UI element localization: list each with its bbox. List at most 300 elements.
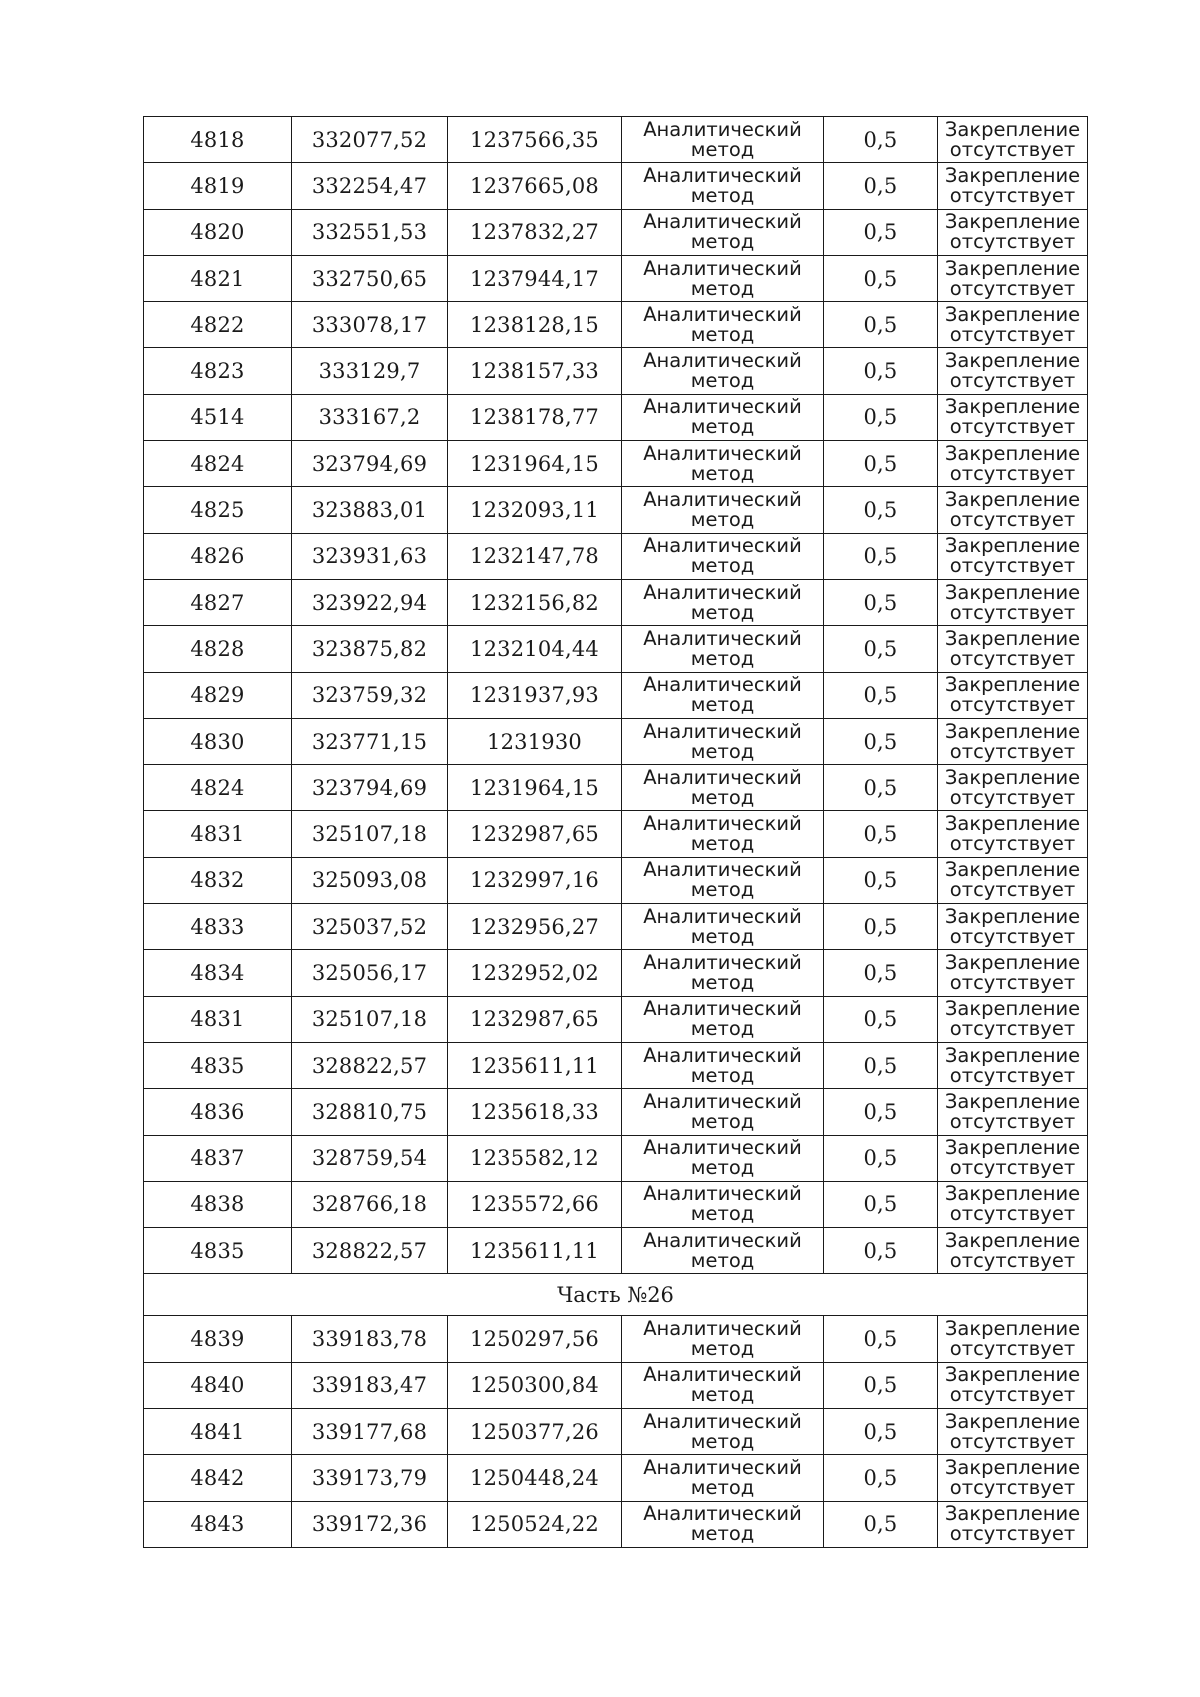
method-line-2: метод: [690, 646, 755, 670]
method-cell: [622, 209, 824, 255]
method-cell: [622, 302, 824, 348]
method-line-1: Аналитический: [643, 1089, 802, 1113]
fixation-line-1: Закрепление: [944, 349, 1081, 373]
fixation-line-1: Закрепление: [944, 1317, 1081, 1341]
y-coordinate-cell: 1250377,26: [448, 1409, 622, 1455]
method-line-2: метод: [690, 1202, 755, 1226]
method-line-1: Аналитический: [643, 488, 802, 512]
point-number-cell: 4833: [144, 904, 292, 950]
fixation-cell: [938, 1228, 1088, 1274]
method-cell: [622, 996, 824, 1042]
y-coordinate-cell: 1237832,27: [448, 209, 622, 255]
point-number-cell: 4819: [144, 163, 292, 209]
x-coordinate-cell: 328822,57: [292, 1042, 448, 1088]
x-coordinate-cell: 323759,32: [292, 672, 448, 718]
method-line-1: Аналитический: [643, 302, 802, 326]
accuracy-cell: 0,5: [824, 718, 938, 764]
accuracy-cell: 0,5: [824, 996, 938, 1042]
accuracy-cell: 0,5: [824, 1409, 938, 1455]
fixation-line-1: Закрепление: [944, 1455, 1081, 1479]
y-coordinate-cell: 1238128,15: [448, 302, 622, 348]
y-coordinate-cell: 1232104,44: [448, 626, 622, 672]
method-line-2: метод: [690, 1475, 755, 1499]
fixation-cell: [938, 1042, 1088, 1088]
method-line-2: метод: [690, 322, 755, 346]
fixation-line-2: отсутствует: [949, 415, 1076, 439]
point-number-cell: 4828: [144, 626, 292, 672]
fixation-line-1: Закрепление: [944, 1136, 1081, 1160]
method-cell: [622, 811, 824, 857]
y-coordinate-cell: 1250448,24: [448, 1455, 622, 1501]
y-coordinate-cell: 1232987,65: [448, 811, 622, 857]
fixation-line-2: отсутствует: [949, 1156, 1076, 1180]
fixation-line-2: отсутствует: [949, 137, 1076, 161]
method-line-1: Аналитический: [643, 534, 802, 558]
accuracy-cell: 0,5: [824, 857, 938, 903]
point-number-cell: 4826: [144, 533, 292, 579]
method-line-2: метод: [690, 693, 755, 717]
y-coordinate-cell: 1238157,33: [448, 348, 622, 394]
fixation-line-1: Закрепление: [944, 1089, 1081, 1113]
fixation-line-1: Закрепление: [944, 719, 1081, 743]
x-coordinate-cell: 339177,68: [292, 1409, 448, 1455]
fixation-line-2: отсутствует: [949, 276, 1076, 300]
method-cell: [622, 1042, 824, 1088]
point-number-cell: 4514: [144, 394, 292, 440]
y-coordinate-cell: 1235582,12: [448, 1135, 622, 1181]
accuracy-cell: 0,5: [824, 302, 938, 348]
point-number-cell: 4822: [144, 302, 292, 348]
x-coordinate-cell: 339183,47: [292, 1362, 448, 1408]
fixation-line-2: отсутствует: [949, 878, 1076, 902]
fixation-cell: [938, 209, 1088, 255]
fixation-line-2: отсутствует: [949, 554, 1076, 578]
table-row: [144, 1362, 1088, 1408]
fixation-line-1: Закрепление: [944, 302, 1081, 326]
y-coordinate-cell: 1232093,11: [448, 487, 622, 533]
accuracy-cell: 0,5: [824, 765, 938, 811]
accuracy-cell: 0,5: [824, 950, 938, 996]
table-row: [144, 255, 1088, 301]
coordinates-table: [143, 116, 1088, 1548]
table-row: [144, 1409, 1088, 1455]
method-line-2: метод: [690, 1522, 755, 1546]
fixation-line-1: Закрепление: [944, 163, 1081, 187]
y-coordinate-cell: 1231964,15: [448, 441, 622, 487]
fixation-cell: [938, 441, 1088, 487]
table-row: [144, 579, 1088, 625]
x-coordinate-cell: 325107,18: [292, 811, 448, 857]
method-cell: [622, 1135, 824, 1181]
point-number-cell: 4835: [144, 1228, 292, 1274]
method-line-1: Аналитический: [643, 580, 802, 604]
fixation-cell: [938, 255, 1088, 301]
fixation-cell: [938, 1089, 1088, 1135]
method-line-1: Аналитический: [643, 1317, 802, 1341]
x-coordinate-cell: 325107,18: [292, 996, 448, 1042]
y-coordinate-cell: 1235572,66: [448, 1181, 622, 1227]
method-line-2: метод: [690, 415, 755, 439]
fixation-line-1: Закрепление: [944, 395, 1081, 419]
fixation-cell: [938, 718, 1088, 764]
y-coordinate-cell: 1232147,78: [448, 533, 622, 579]
point-number-cell: 4831: [144, 996, 292, 1042]
table-row: [144, 811, 1088, 857]
method-line-2: метод: [690, 230, 755, 254]
fixation-cell: [938, 857, 1088, 903]
method-cell: [622, 1089, 824, 1135]
x-coordinate-cell: 328822,57: [292, 1228, 448, 1274]
table-row: [144, 1042, 1088, 1088]
table-row: [144, 348, 1088, 394]
accuracy-cell: 0,5: [824, 1501, 938, 1547]
accuracy-cell: 0,5: [824, 163, 938, 209]
table-body: [144, 117, 1088, 1548]
fixation-line-2: отсутствует: [949, 693, 1076, 717]
method-line-1: Аналитический: [643, 1455, 802, 1479]
fixation-line-1: Закрепление: [944, 1228, 1081, 1252]
fixation-line-1: Закрепление: [944, 441, 1081, 465]
y-coordinate-cell: 1231964,15: [448, 765, 622, 811]
y-coordinate-cell: 1237665,08: [448, 163, 622, 209]
accuracy-cell: 0,5: [824, 1362, 938, 1408]
table-row: [144, 718, 1088, 764]
fixation-cell: [938, 579, 1088, 625]
fixation-line-2: отсутствует: [949, 970, 1076, 994]
table-row: [144, 1089, 1088, 1135]
method-line-2: метод: [690, 1156, 755, 1180]
fixation-line-1: Закрепление: [944, 626, 1081, 650]
x-coordinate-cell: 332750,65: [292, 255, 448, 301]
fixation-line-1: Закрепление: [944, 256, 1081, 280]
fixation-cell: [938, 1455, 1088, 1501]
table-row: [144, 302, 1088, 348]
accuracy-cell: 0,5: [824, 1135, 938, 1181]
y-coordinate-cell: 1231937,93: [448, 672, 622, 718]
point-number-cell: 4831: [144, 811, 292, 857]
point-number-cell: 4839: [144, 1316, 292, 1362]
accuracy-cell: 0,5: [824, 487, 938, 533]
fixation-line-2: отсутствует: [949, 1475, 1076, 1499]
table-row: [144, 857, 1088, 903]
x-coordinate-cell: 333167,2: [292, 394, 448, 440]
y-coordinate-cell: 1232952,02: [448, 950, 622, 996]
y-coordinate-cell: 1250297,56: [448, 1316, 622, 1362]
fixation-line-1: Закрепление: [944, 1502, 1081, 1526]
x-coordinate-cell: 323883,01: [292, 487, 448, 533]
method-cell: [622, 487, 824, 533]
fixation-line-1: Закрепление: [944, 488, 1081, 512]
fixation-line-1: Закрепление: [944, 1409, 1081, 1433]
accuracy-cell: 0,5: [824, 1455, 938, 1501]
fixation-cell: [938, 533, 1088, 579]
point-number-cell: 4836: [144, 1089, 292, 1135]
method-line-1: Аналитический: [643, 349, 802, 373]
method-line-1: Аналитический: [643, 997, 802, 1021]
fixation-line-1: Закрепление: [944, 858, 1081, 882]
accuracy-cell: 0,5: [824, 1316, 938, 1362]
fixation-cell: [938, 1135, 1088, 1181]
point-number-cell: 4842: [144, 1455, 292, 1501]
fixation-line-1: Закрепление: [944, 950, 1081, 974]
fixation-line-2: отсутствует: [949, 183, 1076, 207]
table-row: [144, 533, 1088, 579]
method-line-1: Аналитический: [643, 1502, 802, 1526]
fixation-line-2: отсутствует: [949, 1202, 1076, 1226]
fixation-line-2: отсутствует: [949, 832, 1076, 856]
point-number-cell: 4821: [144, 255, 292, 301]
table-row: [144, 1316, 1088, 1362]
point-number-cell: 4818: [144, 117, 292, 163]
method-line-2: метод: [690, 924, 755, 948]
method-line-1: Аналитический: [643, 812, 802, 836]
fixation-cell: [938, 1316, 1088, 1362]
fixation-line-2: отсутствует: [949, 1383, 1076, 1407]
method-line-2: метод: [690, 1017, 755, 1041]
fixation-cell: [938, 1409, 1088, 1455]
method-cell: [622, 1362, 824, 1408]
method-cell: [622, 1455, 824, 1501]
y-coordinate-cell: 1235611,11: [448, 1228, 622, 1274]
fixation-line-1: Закрепление: [944, 210, 1081, 234]
method-cell: [622, 672, 824, 718]
part-title: Часть №26: [144, 1274, 1088, 1316]
table-row: [144, 209, 1088, 255]
point-number-cell: 4832: [144, 857, 292, 903]
fixation-line-1: Закрепление: [944, 997, 1081, 1021]
x-coordinate-cell: 339183,78: [292, 1316, 448, 1362]
method-line-2: метод: [690, 878, 755, 902]
x-coordinate-cell: 328766,18: [292, 1181, 448, 1227]
accuracy-cell: 0,5: [824, 579, 938, 625]
table-row: [144, 487, 1088, 533]
fixation-line-2: отсутствует: [949, 1337, 1076, 1361]
point-number-cell: 4820: [144, 209, 292, 255]
fixation-line-1: Закрепление: [944, 117, 1081, 141]
method-cell: [622, 765, 824, 811]
method-line-2: метод: [690, 970, 755, 994]
table-row: [144, 1455, 1088, 1501]
fixation-cell: [938, 394, 1088, 440]
y-coordinate-cell: 1237566,35: [448, 117, 622, 163]
method-line-2: метод: [690, 785, 755, 809]
fixation-cell: [938, 487, 1088, 533]
fixation-cell: [938, 348, 1088, 394]
fixation-line-2: отсутствует: [949, 1429, 1076, 1453]
method-line-1: Аналитический: [643, 858, 802, 882]
y-coordinate-cell: 1231930: [448, 718, 622, 764]
method-line-1: Аналитический: [643, 626, 802, 650]
fixation-line-2: отсутствует: [949, 461, 1076, 485]
method-line-1: Аналитический: [643, 1409, 802, 1433]
method-line-2: метод: [690, 1337, 755, 1361]
point-number-cell: 4843: [144, 1501, 292, 1547]
part-header-row: [144, 1274, 1088, 1316]
table-row: [144, 765, 1088, 811]
method-cell: [622, 1409, 824, 1455]
method-cell: [622, 626, 824, 672]
fixation-line-1: Закрепление: [944, 765, 1081, 789]
table-row: [144, 626, 1088, 672]
method-line-1: Аналитический: [643, 673, 802, 697]
method-cell: [622, 950, 824, 996]
method-cell: [622, 394, 824, 440]
fixation-line-2: отсутствует: [949, 1522, 1076, 1546]
method-line-1: Аналитический: [643, 1363, 802, 1387]
fixation-line-2: отсутствует: [949, 646, 1076, 670]
fixation-line-1: Закрепление: [944, 534, 1081, 558]
x-coordinate-cell: 332254,47: [292, 163, 448, 209]
point-number-cell: 4825: [144, 487, 292, 533]
table-row: [144, 117, 1088, 163]
table-row: [144, 950, 1088, 996]
accuracy-cell: 0,5: [824, 626, 938, 672]
x-coordinate-cell: 339172,36: [292, 1501, 448, 1547]
method-line-1: Аналитический: [643, 719, 802, 743]
method-cell: [622, 163, 824, 209]
fixation-line-2: отсутствует: [949, 369, 1076, 393]
point-number-cell: 4830: [144, 718, 292, 764]
x-coordinate-cell: 333129,7: [292, 348, 448, 394]
x-coordinate-cell: 325093,08: [292, 857, 448, 903]
x-coordinate-cell: 339173,79: [292, 1455, 448, 1501]
method-line-1: Аналитический: [643, 1043, 802, 1067]
table-row: [144, 1228, 1088, 1274]
method-line-1: Аналитический: [643, 256, 802, 280]
x-coordinate-cell: 323922,94: [292, 579, 448, 625]
point-number-cell: 4824: [144, 765, 292, 811]
point-number-cell: 4838: [144, 1181, 292, 1227]
method-line-2: метод: [690, 1109, 755, 1133]
method-line-2: метод: [690, 508, 755, 532]
fixation-line-2: отсутствует: [949, 1063, 1076, 1087]
method-line-2: метод: [690, 1383, 755, 1407]
y-coordinate-cell: 1238178,77: [448, 394, 622, 440]
method-cell: [622, 579, 824, 625]
method-line-2: метод: [690, 1063, 755, 1087]
method-cell: [622, 904, 824, 950]
fixation-line-1: Закрепление: [944, 1043, 1081, 1067]
x-coordinate-cell: 328759,54: [292, 1135, 448, 1181]
accuracy-cell: 0,5: [824, 1228, 938, 1274]
method-line-2: метод: [690, 554, 755, 578]
y-coordinate-cell: 1232987,65: [448, 996, 622, 1042]
method-cell: [622, 718, 824, 764]
point-number-cell: 4840: [144, 1362, 292, 1408]
accuracy-cell: 0,5: [824, 348, 938, 394]
x-coordinate-cell: 328810,75: [292, 1089, 448, 1135]
fixation-line-2: отсутствует: [949, 1248, 1076, 1272]
method-cell: [622, 533, 824, 579]
fixation-line-1: Закрепление: [944, 580, 1081, 604]
fixation-line-2: отсутствует: [949, 1109, 1076, 1133]
table-row: [144, 1501, 1088, 1547]
accuracy-cell: 0,5: [824, 904, 938, 950]
table-row: [144, 394, 1088, 440]
point-number-cell: 4835: [144, 1042, 292, 1088]
point-number-cell: 4827: [144, 579, 292, 625]
fixation-line-2: отсутствует: [949, 1017, 1076, 1041]
accuracy-cell: 0,5: [824, 1181, 938, 1227]
method-line-2: метод: [690, 461, 755, 485]
fixation-line-1: Закрепление: [944, 904, 1081, 928]
fixation-line-1: Закрепление: [944, 1363, 1081, 1387]
method-line-2: метод: [690, 739, 755, 763]
fixation-cell: [938, 765, 1088, 811]
accuracy-cell: 0,5: [824, 811, 938, 857]
fixation-cell: [938, 950, 1088, 996]
fixation-line-2: отсутствует: [949, 924, 1076, 948]
accuracy-cell: 0,5: [824, 1089, 938, 1135]
accuracy-cell: 0,5: [824, 441, 938, 487]
method-line-2: метод: [690, 276, 755, 300]
fixation-line-1: Закрепление: [944, 1182, 1081, 1206]
table-row: [144, 1135, 1088, 1181]
point-number-cell: 4834: [144, 950, 292, 996]
method-line-2: метод: [690, 600, 755, 624]
method-cell: [622, 1228, 824, 1274]
method-line-2: метод: [690, 369, 755, 393]
fixation-cell: [938, 1362, 1088, 1408]
fixation-cell: [938, 626, 1088, 672]
method-cell: [622, 1501, 824, 1547]
x-coordinate-cell: 323794,69: [292, 765, 448, 811]
accuracy-cell: 0,5: [824, 209, 938, 255]
method-line-2: метод: [690, 137, 755, 161]
y-coordinate-cell: 1250300,84: [448, 1362, 622, 1408]
y-coordinate-cell: 1237944,17: [448, 255, 622, 301]
method-line-1: Аналитический: [643, 395, 802, 419]
method-line-1: Аналитический: [643, 210, 802, 234]
table-row: [144, 904, 1088, 950]
method-line-2: метод: [690, 1248, 755, 1272]
point-number-cell: 4841: [144, 1409, 292, 1455]
x-coordinate-cell: 333078,17: [292, 302, 448, 348]
x-coordinate-cell: 332551,53: [292, 209, 448, 255]
method-cell: [622, 117, 824, 163]
fixation-line-2: отсутствует: [949, 230, 1076, 254]
x-coordinate-cell: 323875,82: [292, 626, 448, 672]
x-coordinate-cell: 323794,69: [292, 441, 448, 487]
method-cell: [622, 348, 824, 394]
fixation-cell: [938, 672, 1088, 718]
fixation-line-2: отсутствует: [949, 322, 1076, 346]
x-coordinate-cell: 325056,17: [292, 950, 448, 996]
method-line-2: метод: [690, 183, 755, 207]
method-cell: [622, 1316, 824, 1362]
table-row: [144, 163, 1088, 209]
fixation-line-2: отсутствует: [949, 739, 1076, 763]
fixation-cell: [938, 1181, 1088, 1227]
method-line-1: Аналитический: [643, 1182, 802, 1206]
method-cell: [622, 441, 824, 487]
y-coordinate-cell: 1235618,33: [448, 1089, 622, 1135]
x-coordinate-cell: 323771,15: [292, 718, 448, 764]
accuracy-cell: 0,5: [824, 394, 938, 440]
accuracy-cell: 0,5: [824, 672, 938, 718]
x-coordinate-cell: 323931,63: [292, 533, 448, 579]
fixation-line-1: Закрепление: [944, 673, 1081, 697]
method-line-1: Аналитический: [643, 117, 802, 141]
table-row: [144, 672, 1088, 718]
y-coordinate-cell: 1232156,82: [448, 579, 622, 625]
table-row: [144, 441, 1088, 487]
table-row: [144, 1181, 1088, 1227]
fixation-line-1: Закрепление: [944, 812, 1081, 836]
accuracy-cell: 0,5: [824, 255, 938, 301]
accuracy-cell: 0,5: [824, 1042, 938, 1088]
x-coordinate-cell: 332077,52: [292, 117, 448, 163]
